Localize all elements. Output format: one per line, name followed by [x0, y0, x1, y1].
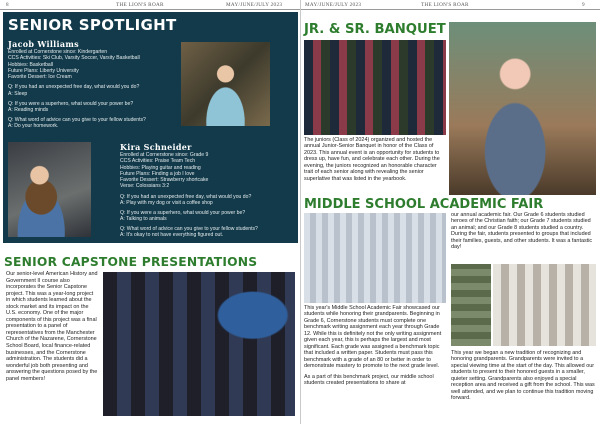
academic-fair-paragraph: This year's Middle School Academic Fair showcased our students while honoring their grandparents. Beginning in Grade 6, Cornerstone students must complete one benchmark writing assignment each year through Grade 12. While this is definitely not the only writing assignment given each year, this is perhaps the largest and most significant. Each grade was assigned a benchmark topic that included a written paper. Students must pass this benchmark with a grade of an 80 or better in order to demonstrate mastery to promote to the next grade level. — [304, 305, 442, 370]
publication-name-left: THE LION'S ROAR — [116, 2, 164, 8]
issue-date-right: MAY/JUNE/JULY 2023 — [305, 2, 362, 8]
kira-portrait-photo — [8, 142, 91, 237]
academic-fair-paragraph: As a part of this benchmark project, our middle school students created presentations to share at — [304, 373, 434, 386]
answer: A: It's okay to not have everything figured out. — [120, 232, 224, 239]
student-detail: Enrolled at Cornerstone since: Kindergarten — [8, 49, 108, 55]
student-detail: Favorite Dessert: Strawberry shortcake — [120, 177, 209, 184]
student-detail: Hobbies: Basketball — [8, 61, 54, 68]
running-header-left — [0, 0, 300, 10]
page-number-right: 9 — [582, 2, 585, 8]
question: Q: What word of advice can you give to your fellow students? — [120, 225, 258, 232]
banquet-body: The juniors (Class of 2024) organized and hosted the annual Junior-Senior Banquet in honor of the Class of 2023. This annual event is an opportunity for students to dress up, have fun, and celebrate each other. During the evening, the juniors recognized an honorable character trait of each senior along with revealing the senior superlative that was listed in the yearbook. — [304, 137, 440, 182]
spotlight-title: SENIOR SPOTLIGHT — [8, 16, 177, 34]
student-detail: CCS Activities: Praise Team Tech — [120, 158, 196, 165]
academic-fair-title: MIDDLE SCHOOL ACADEMIC FAIR — [304, 197, 544, 212]
capstone-group-photo — [103, 272, 295, 416]
student-detail: Future Plans: Liberty University — [8, 67, 79, 74]
academic-fair-gym-photo — [304, 213, 446, 303]
answer: A: Talking to animals — [120, 216, 167, 223]
page-number-left: 8 — [6, 2, 9, 8]
answer: A: Play with my dog or visit a coffee shop — [120, 200, 213, 207]
student-detail: Hobbies: Playing guitar and reading — [120, 164, 201, 171]
student-detail: Verse: Colossians 3:2 — [120, 183, 170, 190]
grandparents-reception-photo — [493, 264, 596, 346]
issue-date-left: MAY/JUNE/JULY 2023 — [226, 2, 283, 8]
answer: A: Do your homework. — [8, 122, 59, 129]
student-profile-kira — [120, 142, 295, 239]
student-detail: Future Plans: Finding a job I love — [120, 170, 195, 177]
student-detail: Enrolled at Cornerstone since: Grade 9 — [120, 152, 209, 158]
qa-block — [8, 84, 178, 129]
academic-fair-presentation-photo — [451, 264, 491, 346]
banquet-title: JR. & SR. BANQUET — [304, 22, 446, 37]
jacob-portrait-photo — [181, 42, 270, 126]
running-header-right — [301, 0, 600, 10]
student-detail: CCS Activities: Ski Club, Varsity Soccer, Varsity Basketball — [8, 55, 140, 62]
right-page — [301, 0, 600, 424]
academic-fair-body — [304, 305, 447, 386]
capstone-title: SENIOR CAPSTONE PRESENTATIONS — [4, 255, 258, 269]
answer: A: Reading minds — [8, 106, 49, 113]
grandparents-tradition-paragraph: This year we began a new tradition of recognizing and honoring grandparents. Grandparents were invited to a special viewing time at the start of the day. This allowed our students to present to their honored guests in a smaller, quieter setting. Grandparents also enjoyed a special reception area and received a gift from the school. This was well attended, and we plan to continue this tradition moving forward. — [451, 350, 595, 402]
question: Q: If you were a superhero, what would your power be? — [120, 209, 246, 216]
senior-spotlight-panel — [3, 12, 298, 243]
publication-name-right: THE LION'S ROAR — [421, 2, 469, 8]
question: Q: If you were a superhero, what would your power be? — [8, 100, 134, 107]
question: Q: What word of advice can you give to your fellow students? — [8, 116, 146, 123]
answer: A: Sleep — [8, 90, 28, 97]
question: Q: If you had an unexpected free day, what would you do? — [120, 193, 252, 200]
academic-fair-paragraph-continued: our annual academic fair. Our Grade 6 students studied heroes of the Christian faith; our Grade 7 students studied an animal; and our Grade 8 students studied a country. During the fair, students presented to groups that included their families, guests, and other students. It was a fantastic day! — [451, 212, 593, 251]
student-name: Kira Schneider — [120, 142, 192, 152]
qa-block — [120, 194, 295, 239]
banquet-group-photo — [304, 40, 446, 135]
student-name: Jacob Williams — [8, 39, 79, 49]
student-profile-jacob — [8, 39, 178, 129]
capstone-body: Our senior-level American History and Government II course also incorporates the Senior Capstone project. This was a year-long project in which students learned about the stock market and its impact on the U.S. economy. One of the major components of this project was a final presentation to a panel of representatives from the Manchester Church of the Nazarene, Cornerstone School Board, local finance-related businesses, and the Cornerstone administration. The students did a wonderful job both presenting and answering the questions posed by the panel members! — [6, 271, 98, 382]
student-detail: Favorite Dessert: Ice Cream — [8, 74, 72, 81]
question: Q: If you had an unexpected free day, what would you do? — [8, 84, 140, 91]
banquet-students-photo — [449, 22, 596, 195]
